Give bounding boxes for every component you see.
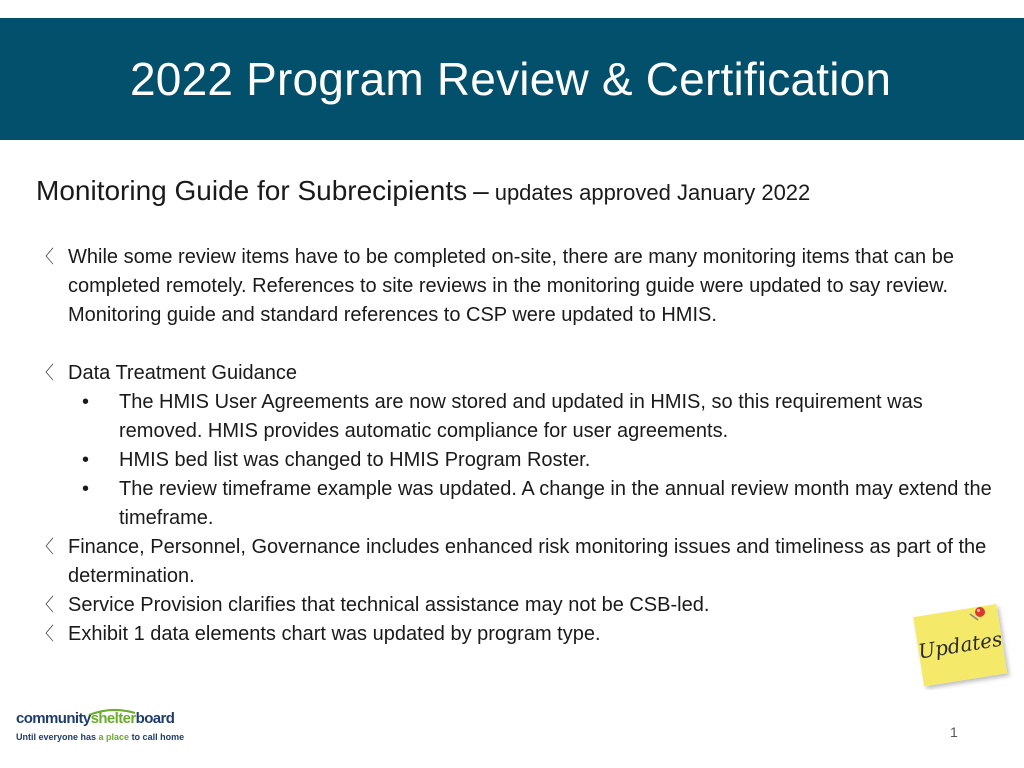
top-strip: [0, 0, 1024, 18]
sub-bullet-marker: •: [82, 391, 90, 413]
tagline-left: Until everyone has: [16, 732, 99, 742]
bullet-list: [36, 243, 996, 649]
sub-bullet-item: [82, 388, 996, 446]
pin-icon: [975, 607, 985, 617]
bullet-marker: 〈: [36, 595, 54, 616]
tagline-mid: a place: [98, 732, 130, 742]
logo-tagline: [16, 732, 184, 742]
bullet-item: [36, 533, 996, 591]
sub-bullet-text: HMIS bed list was changed to HMIS Program Roster.: [119, 449, 591, 471]
logo-wordmark: [16, 710, 174, 727]
bullet-item: [36, 243, 996, 330]
community-shelter-board-logo: [16, 708, 185, 754]
bullet-text: Exhibit 1 data elements chart was updated by program type.: [68, 623, 601, 645]
bullet-item: [36, 359, 996, 388]
bullet-text: While some review items have to be completed on-site, there are many monitoring items that can be completed remotely. References to site reviews in the monitoring guide were updated to say review. Monitoring guide and standard references to CSP were updated to HMIS.: [68, 246, 954, 326]
subtitle-detail: updates approved January 2022: [494, 180, 811, 205]
note-text: Updates: [916, 626, 1004, 664]
updates-sticky-note: [908, 598, 1014, 690]
logo-word-left: community: [16, 710, 91, 727]
sub-bullet-text: The HMIS User Agreements are now stored and updated in HMIS, so this requirement was removed. HMIS provides automatic compliance for user agreements.: [119, 391, 923, 442]
page-number: 1: [950, 724, 958, 740]
sub-bullet-marker: •: [82, 478, 90, 500]
bullet-item: [36, 591, 996, 620]
bullet-marker: 〈: [36, 537, 54, 558]
sub-bullet-marker: •: [82, 449, 90, 471]
bullet-text: Service Provision clarifies that technical assistance may not be CSB-led.: [68, 594, 710, 616]
bullet-text: Finance, Personnel, Governance includes enhanced risk monitoring issues and timeliness as part of the determination.: [68, 536, 987, 587]
sub-bullet-item: [82, 446, 996, 475]
tagline-right: to call home: [129, 732, 185, 742]
sticky-note-icon: [908, 598, 1014, 690]
bullet-text: Data Treatment Guidance: [68, 362, 298, 384]
slide-title: 2022 Program Review & Certification: [130, 53, 892, 105]
bullet-marker: 〈: [36, 363, 54, 384]
sub-bullet-item: [82, 475, 996, 533]
subtitle-dash: –: [473, 175, 489, 206]
sub-bullet-text: The review timeframe example was updated. A change in the annual review month may extend the timeframe.: [119, 478, 992, 529]
bullet-marker: 〈: [36, 624, 54, 645]
bullet-item: [36, 620, 996, 649]
subtitle-main: Monitoring Guide for Subrecipients: [36, 175, 468, 206]
logo-word-mid: shelter: [90, 710, 136, 727]
bullet-marker: 〈: [36, 247, 54, 268]
slide-subtitle: [36, 175, 810, 207]
sub-bullet-list: [36, 388, 996, 533]
logo-word-right: board: [135, 710, 175, 727]
